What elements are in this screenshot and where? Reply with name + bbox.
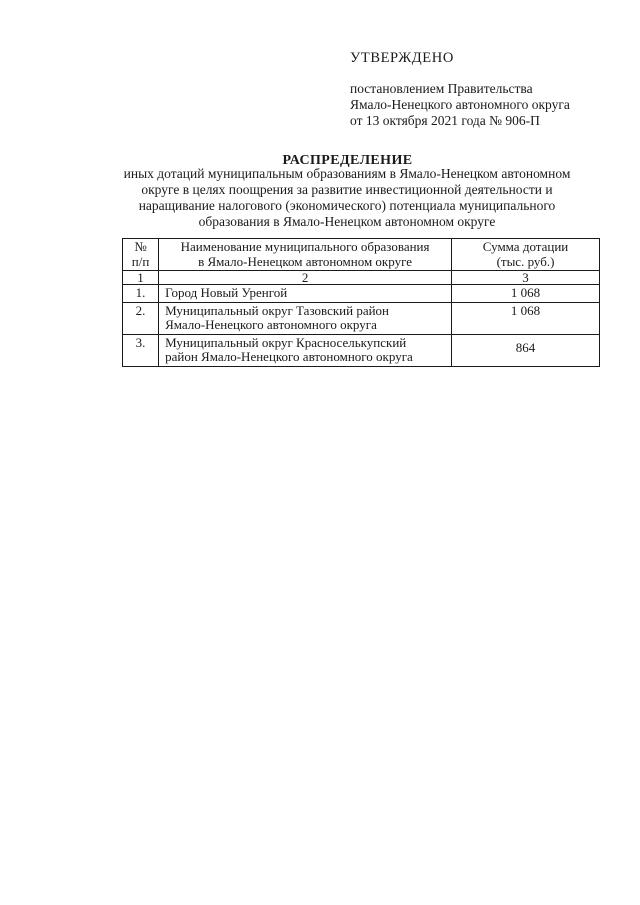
table-row [123, 302, 600, 334]
table-row [123, 334, 600, 366]
document-subtitle [92, 166, 602, 230]
row-sum: 864 [452, 334, 600, 366]
row-num: 1. [123, 285, 159, 303]
row-num: 3. [123, 334, 159, 366]
decree-line: Ямало-Ненецкого автономного округа [350, 97, 570, 112]
approval-decree [350, 81, 570, 129]
header-name [159, 239, 452, 271]
row-name-line: Муниципальный округ Тазовский район [165, 302, 389, 318]
document-title: РАСПРЕДЕЛЕНИЕ [282, 153, 413, 168]
column-number-row [123, 271, 600, 285]
row-name [159, 302, 452, 334]
decree-line: постановлением Правительства [350, 81, 533, 96]
table-header-row [123, 239, 600, 271]
header-num [123, 239, 159, 271]
table-row [123, 285, 600, 303]
column-number: 3 [452, 271, 600, 285]
row-num: 2. [123, 302, 159, 334]
header-text: п/п [131, 253, 150, 269]
row-name [159, 285, 452, 303]
row-name-line: Ямало-Ненецкого автономного округа [165, 317, 377, 332]
approval-heading: УТВЕРЖДЕНО [350, 50, 454, 66]
distribution-table [122, 238, 600, 367]
row-name-line: район Ямало-Ненецкого автономного округа [165, 349, 413, 364]
column-number: 1 [123, 271, 159, 285]
subtitle-line: наращивание налогового (экономического) потенциала муниципального [138, 198, 556, 213]
header-text: в Ямало-Ненецком автономном округе [198, 253, 413, 269]
header-text: Наименование муниципального образования [180, 239, 430, 254]
decree-line: от 13 октября 2021 года № 906-П [350, 113, 540, 128]
subtitle-line: образования в Ямало-Ненецком автономном округе [198, 214, 496, 229]
row-sum: 1 068 [452, 302, 600, 334]
header-sum [452, 239, 600, 271]
row-sum: 1 068 [452, 285, 600, 303]
header-text: (тыс. руб.) [496, 253, 555, 269]
row-name-line: Город Новый Уренгой [165, 285, 288, 300]
column-number: 2 [159, 271, 452, 285]
subtitle-line: иных дотаций муниципальным образованиям в Ямало-Ненецком автономном [123, 166, 571, 181]
header-text: № [134, 239, 147, 254]
row-name-line: Муниципальный округ Красноселькупский [165, 334, 407, 350]
row-name [159, 334, 452, 366]
subtitle-line: округе в целях поощрения за развитие инвестиционной деятельности и [141, 182, 553, 197]
header-text: Сумма дотации [482, 239, 569, 254]
